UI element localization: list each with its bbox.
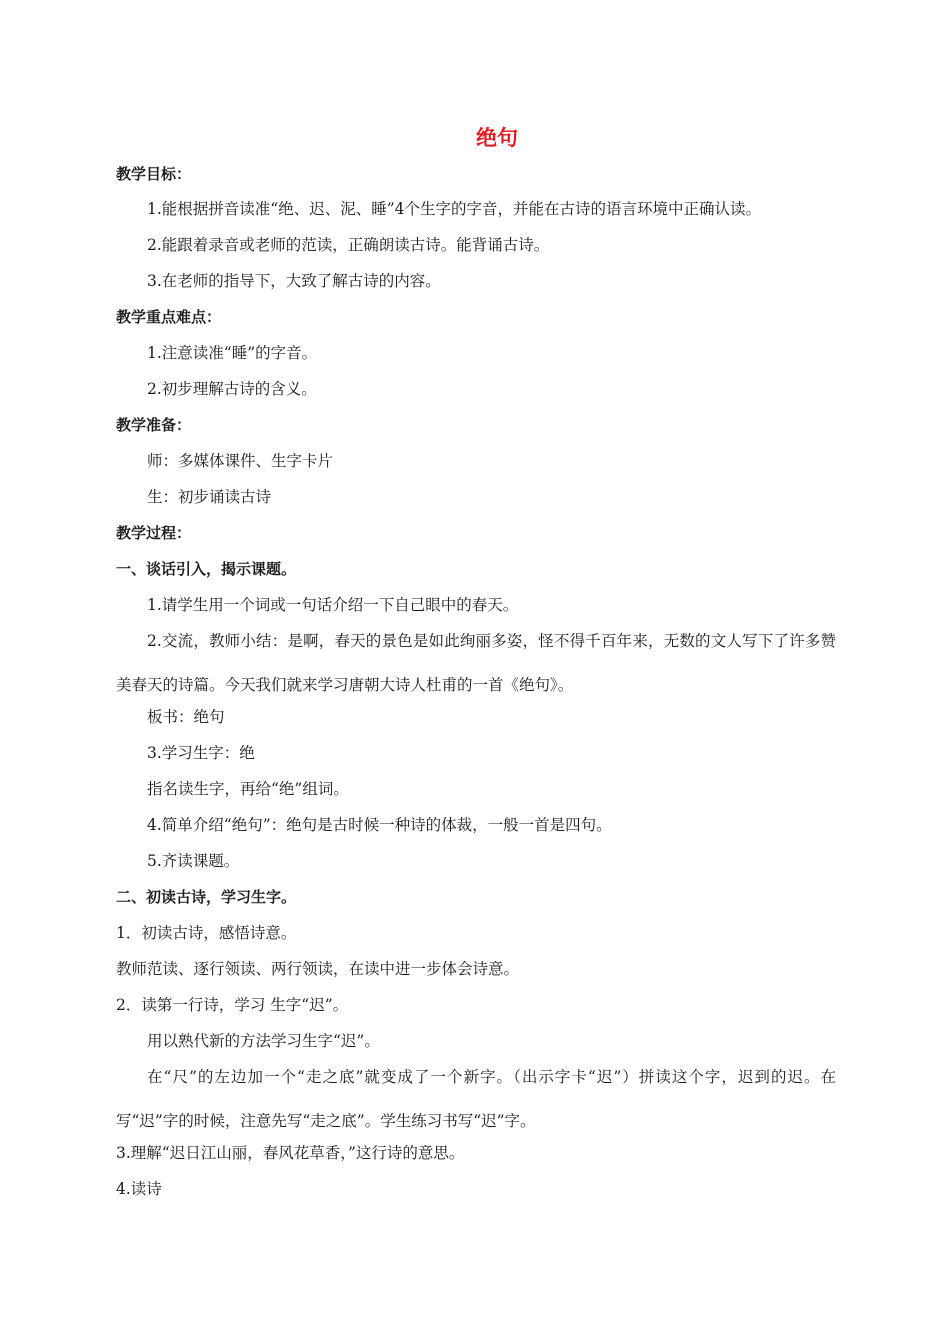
part2-paragraph-5: 在“尺”的左边加一个“走之底”就变成了一个新字。（出示字卡“迟”）拼读这个字，迟到的迟。在写“迟”字的时候，注意先写“走之底”。学生练习书写“迟”字。 [116,1068,836,1130]
preparation-heading: 教学准备： [116,416,192,434]
part1-paragraph-5: 4.简单介绍“绝句”：绝句是古时候一种诗的体裁，一般一首是四句。 [147,816,612,834]
preparation-item-student: 生：初步诵读古诗 [147,488,272,506]
objective-item-2: 2.能跟着录音或老师的范读，正确朗读古诗。能背诵古诗。 [147,236,550,254]
key-point-item-1: 1.注意读准“睡”的字音。 [147,344,318,362]
objectives-heading: 教学目标： [116,165,192,183]
part2-paragraph-3: 2．读第一行诗，学习 生字“迟”。 [116,996,349,1014]
part2-paragraph-7: 4.读诗 [116,1180,162,1198]
part1-heading: 一、谈话引入，揭示课题。 [116,560,297,578]
part1-board-writing: 板书：绝句 [147,708,225,726]
part1-paragraph-2: 2.交流，教师小结：是啊，春天的景色是如此绚丽多姿，怪不得千百年来，无数的文人写下了许多赞美春天的诗篇。今天我们就来学习唐朝大诗人杜甫的一首《绝句》。 [116,632,836,694]
part2-heading: 二、初读古诗，学习生字。 [116,888,297,906]
part1-paragraph-6: 5.齐读课题。 [147,852,240,870]
objective-item-3: 3.在老师的指导下，大致了解古诗的内容。 [147,272,441,290]
part2-paragraph-4: 用以熟代新的方法学习生字“迟”。 [147,1032,380,1050]
document-title: 绝句 [476,126,518,150]
preparation-item-teacher: 师：多媒体课件、生字卡片 [147,452,334,470]
process-heading: 教学过程： [116,524,192,542]
part2-paragraph-2: 教师范读、逐行领读、两行领读，在读中进一步体会诗意。 [116,960,520,978]
part2-paragraph-1: 1．初读古诗，感悟诗意。 [116,924,297,942]
key-points-heading: 教学重点难点： [116,308,222,326]
objective-item-1: 1.能根据拼音读准“绝、迟、泥、睡”4个生字的字音，并能在古诗的语言环境中正确认读。 [147,200,762,218]
part1-paragraph-3: 3.学习生字：绝 [147,744,255,762]
key-point-item-2: 2.初步理解古诗的含义。 [147,380,317,398]
part1-paragraph-4: 指名读生字，再给“绝”组词。 [147,780,349,798]
part2-paragraph-6: 3.理解“迟日江山丽，春风花草香，”这行诗的意思。 [116,1144,465,1162]
part1-paragraph-1: 1.请学生用一个词或一句话介绍一下自己眼中的春天。 [147,596,519,614]
